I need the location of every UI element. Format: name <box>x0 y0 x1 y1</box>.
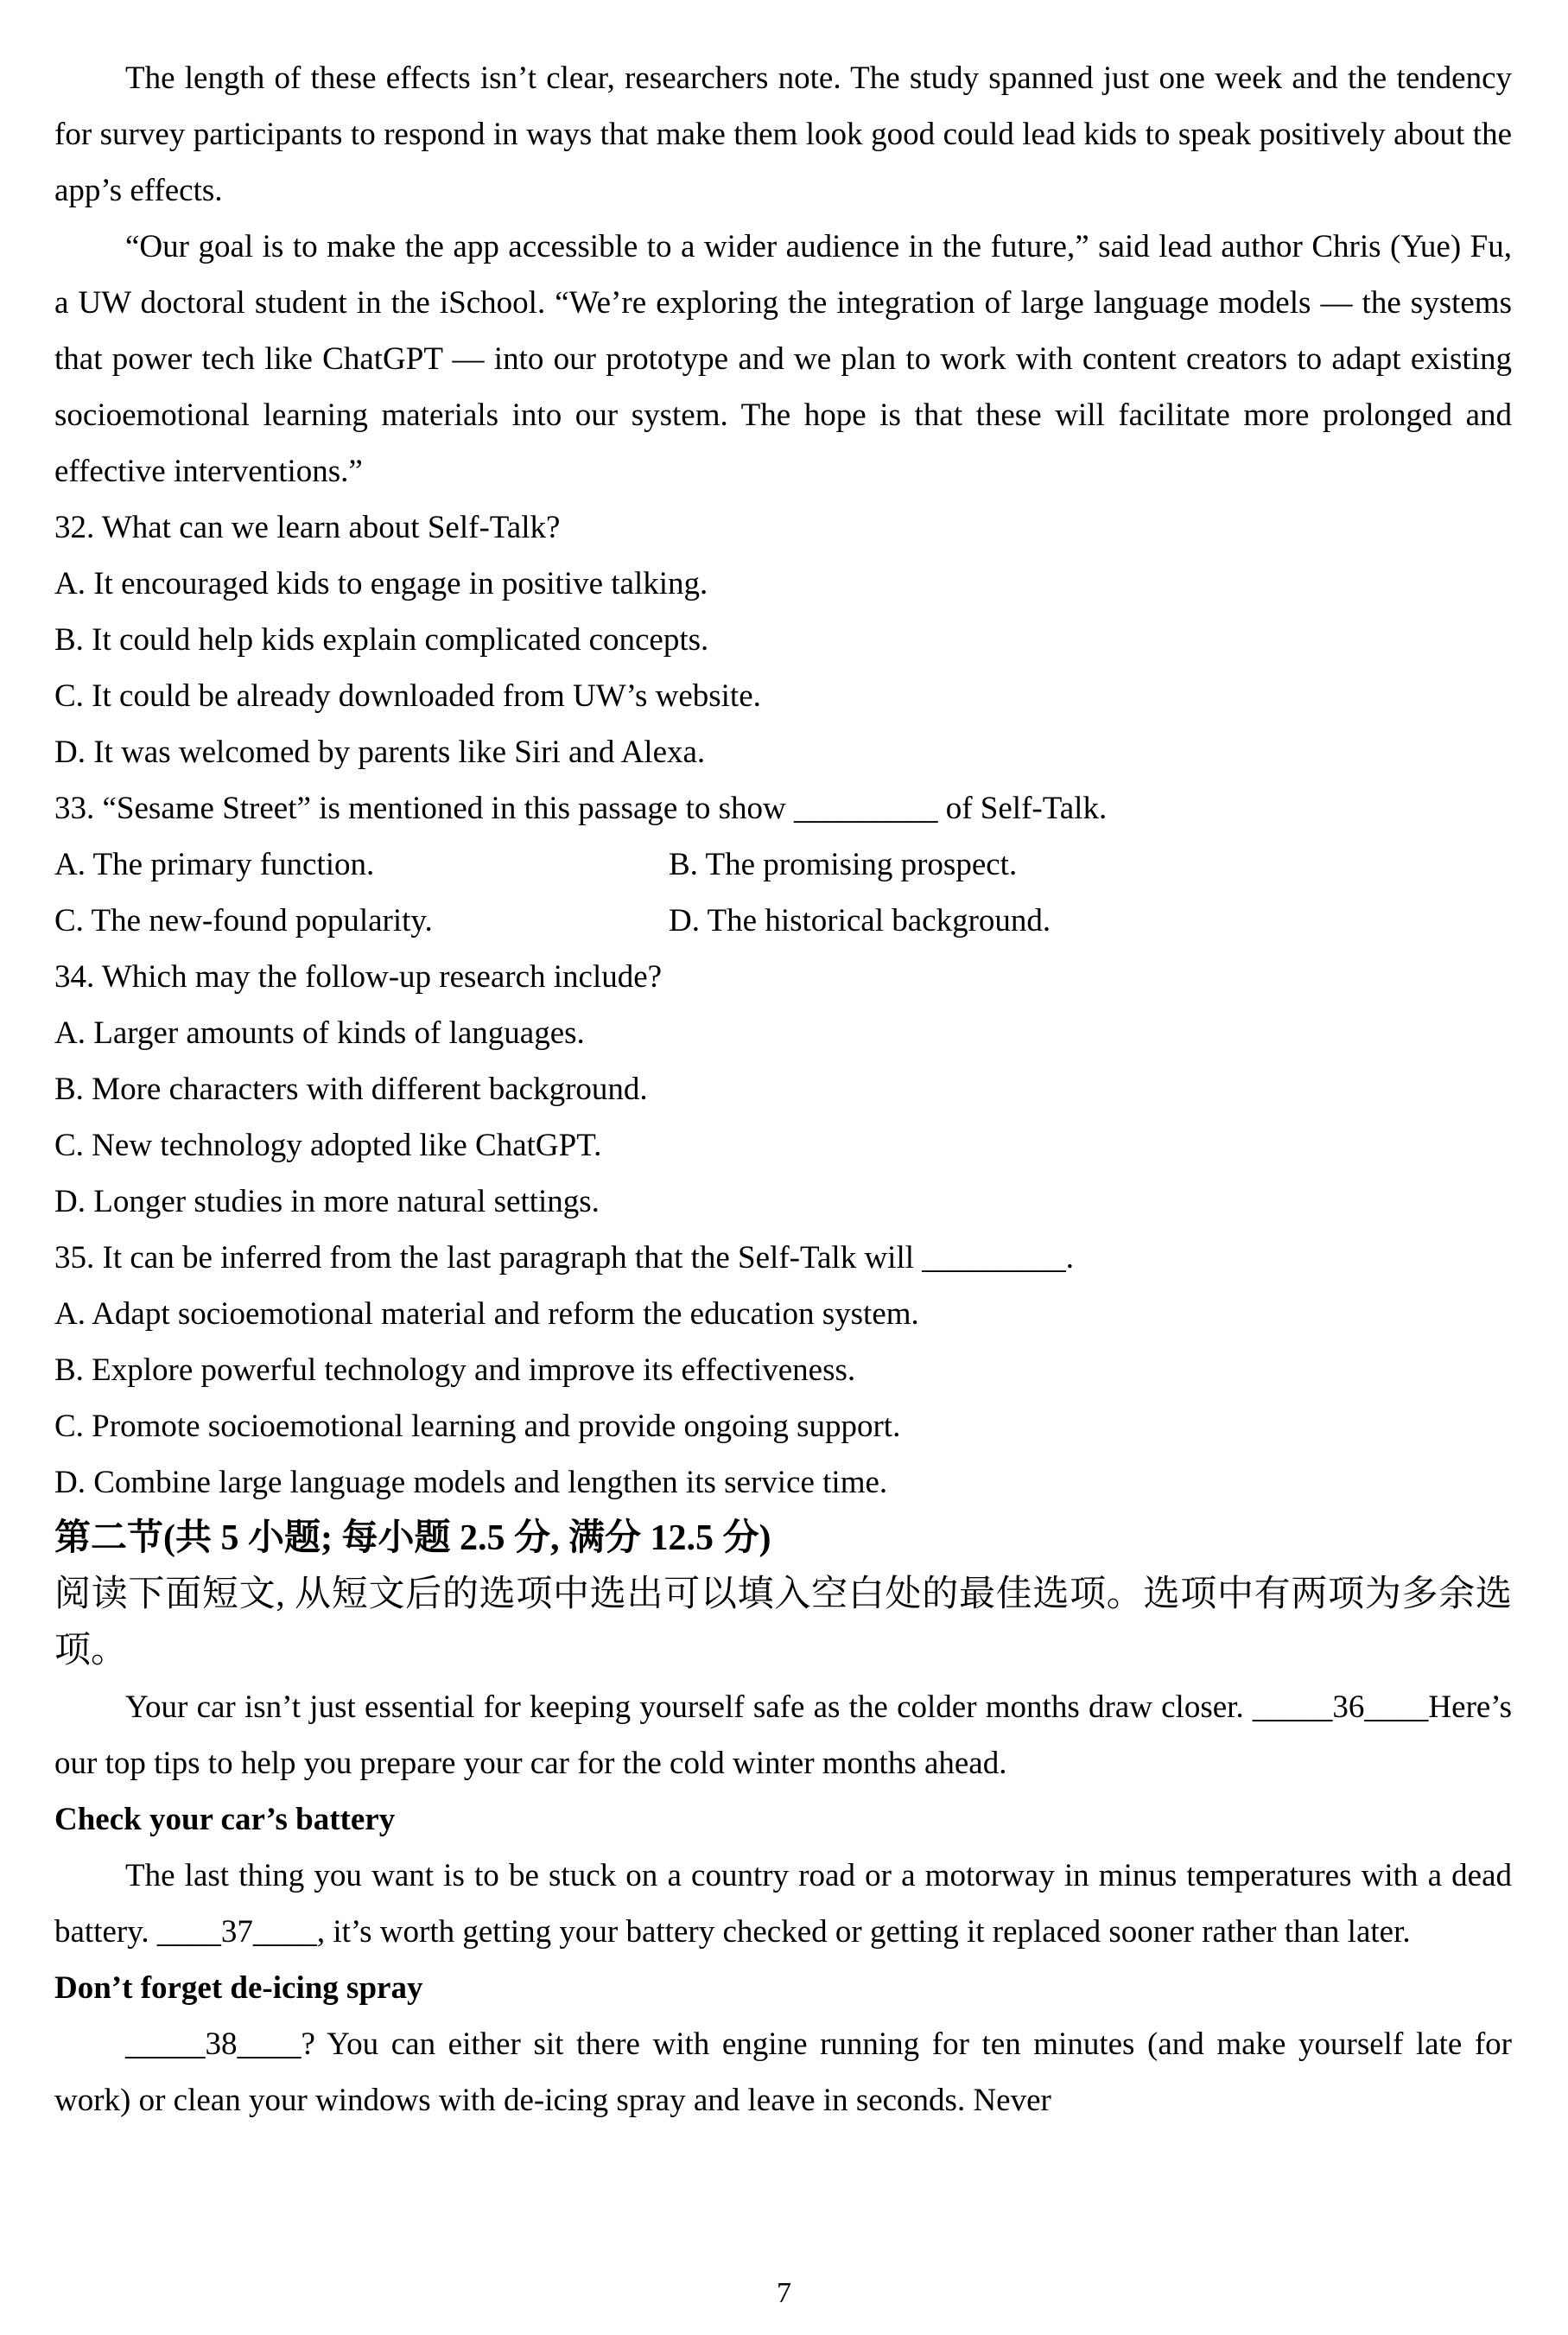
question-34-option-c: C. New technology adopted like ChatGPT. <box>54 1128 602 1163</box>
question-35-option-c: C. Promote socioemotional learning and provide ongoing support. <box>54 1409 901 1444</box>
tip-heading-battery: Check your car’s battery <box>54 1802 396 1837</box>
question-33-stem: 33. “Sesame Street” is mentioned in this passage to show _________ of Self-Talk. <box>54 791 1108 826</box>
question-34-stem: 34. Which may the follow-up research include? <box>54 959 663 995</box>
question-33-option-b: B. The promising prospect. <box>669 847 1018 882</box>
question-33-option-a: A. The primary function. <box>54 847 375 882</box>
question-32-option-c: C. It could be already downloaded from UW’s website. <box>54 678 761 714</box>
question-34-option-a: A. Larger amounts of kinds of languages. <box>54 1015 585 1051</box>
page-number: 7 <box>777 2277 791 2309</box>
question-35-stem: 35. It can be inferred from the last paragraph that the Self-Talk will _________. <box>54 1240 1075 1276</box>
question-35 <box>54 1230 1512 1511</box>
question-34-option-d: D. Longer studies in more natural settings. <box>54 1184 600 1219</box>
question-33-option-d: D. The historical background. <box>669 903 1051 938</box>
question-32-option-b: B. It could help kids explain complicated concepts. <box>54 622 709 658</box>
question-33 <box>54 780 1512 949</box>
question-34 <box>54 949 1512 1230</box>
question-33-option-c: C. The new-found popularity. <box>54 903 433 938</box>
tip-heading-deicing: Don’t forget de-icing spray <box>54 1970 423 2006</box>
question-34-option-b: B. More characters with different background. <box>54 1072 648 1107</box>
question-33-options <box>54 837 1512 949</box>
section-two-instructions: 阅读下面短文, 从短文后的选项中选出可以填入空白处的最佳选项。选项中有两项为多余选项。 <box>54 1575 1512 1670</box>
tip-body-battery: The last thing you want is to be stuck on a country road or a motorway in minus temperatures with a dead battery. ____37____, it’s worth getting your battery checked or getting it replaced sooner rather than later. <box>54 1858 1512 1950</box>
tip-body-deicing: _____38____? You can either sit there with engine running for ten minutes (and make yourself late for work) or clean your windows with de-icing spray and leave in seconds. Never <box>54 2026 1512 2118</box>
cloze-intro-paragraph: Your car isn’t just essential for keeping yourself safe as the colder months draw closer. _____36____Here’s our top tips to help you prepare your car for the cold winter months ahead. <box>54 1689 1512 1781</box>
question-32-option-d: D. It was welcomed by parents like Siri and Alexa. <box>54 735 706 770</box>
passage-paragraph-2: “Our goal is to make the app accessible to a wider audience in the future,” said lead author Chris (Yue) Fu, a UW doctoral student in the iSchool. “We’re exploring the integration of large language models — the systems that power tech like ChatGPT — into our prototype and we plan to work with content creators to adapt existing socioemotional learning materials into our system. The hope is that these will facilitate more prolonged and effective interventions.” <box>54 229 1512 489</box>
section-two-header: 第二节(共 5 小题; 每小题 2.5 分, 满分 12.5 分) <box>54 1518 771 1558</box>
question-32-stem: 32. What can we learn about Self-Talk? <box>54 510 561 545</box>
question-35-option-d: D. Combine large language models and lengthen its service time. <box>54 1465 888 1500</box>
question-32-option-a: A. It encouraged kids to engage in positive talking. <box>54 566 708 601</box>
question-35-option-b: B. Explore powerful technology and improve its effectiveness. <box>54 1352 856 1388</box>
passage-paragraph-1: The length of these effects isn’t clear, researchers note. The study spanned just one week and the tendency for survey participants to respond in ways that make them look good could lead kids to speak positively about the app’s effects. <box>54 60 1512 208</box>
question-32 <box>54 499 1512 780</box>
question-35-option-a: A. Adapt socioemotional material and reform the education system. <box>54 1296 919 1332</box>
